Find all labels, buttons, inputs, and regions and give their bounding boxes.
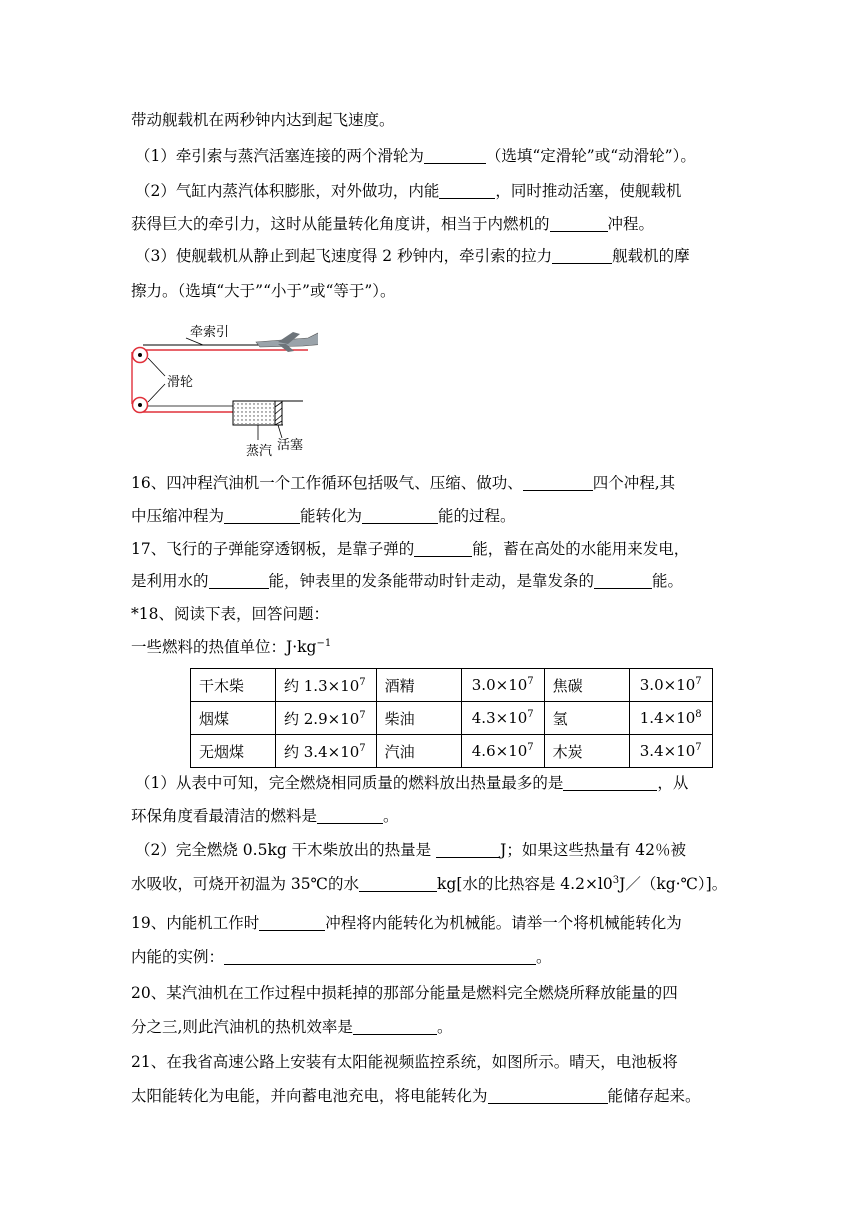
fuel-value-cell [461, 669, 544, 702]
answer-blank [259, 914, 325, 931]
fuel-exponent: 7 [527, 709, 534, 720]
question-18-1: （1）从表中可知，完全燃烧相同质量的燃料放出热量最多的是 ，从 [135, 774, 689, 792]
fuel-value-cell [461, 735, 544, 768]
question-16: 16、四冲程汽油机一个工作循环包括吸气、压缩、做功、 四个冲程,其 [131, 474, 676, 492]
answer-blank [594, 572, 652, 589]
fuel-name-cell: 烟煤 [191, 702, 276, 735]
fuel-name-cell: 氢 [544, 702, 629, 735]
label-cable: 牵索引 [190, 325, 230, 340]
table-row [191, 669, 713, 702]
label-piston: 活塞 [277, 438, 304, 453]
text-line: 获得巨大的牵引力，这时从能量转化角度讲，相当于内燃机的 冲程。 [131, 215, 655, 233]
catapult-diagram-svg [128, 322, 318, 462]
fuel-name-cell: 焦碳 [544, 669, 629, 702]
text-line: 是利用水的 能，钟表里的发条能带动时针走动，是靠发条的 能。 [131, 572, 684, 590]
fuel-name-cell: 柴油 [376, 702, 461, 735]
question-15-1: （1）牵引索与蒸汽活塞连接的两个滑轮为 （选填“定滑轮”或“动滑轮”）。 [135, 147, 696, 165]
fuel-exponent: 7 [359, 709, 366, 721]
question-18-2: （2）完全燃烧 0.5kg 干木柴放出的热量是 J；如果这些热量有 42％被 [135, 841, 686, 859]
fuel-value: 3.0×10 [639, 676, 696, 694]
fuel-exponent: 7 [695, 742, 702, 753]
unit-caption: 一些燃料的热值单位：$J\cdot kg^{-1}$ [131, 638, 332, 656]
answer-blank [436, 841, 500, 858]
text-line: 中压缩冲程为 能转化为 能的过程。 [131, 507, 516, 525]
answer-blank [414, 540, 472, 557]
fuel-value: 4.6×10 [471, 742, 528, 760]
fuel-value-cell [276, 735, 377, 768]
fuel-value-cell [629, 669, 712, 702]
piston [275, 401, 282, 425]
fuel-exponent: 7 [527, 676, 534, 687]
answer-blank [362, 507, 438, 524]
fuel-value-cell [276, 702, 377, 735]
question-17: 17、飞行的子弹能穿透钢板，是靠子弹的 能，蓄在高处的水能用来发电， [131, 540, 690, 558]
fuel-exponent: 7 [359, 676, 366, 688]
fuel-name-cell: 汽油 [376, 735, 461, 768]
text-line: 带动舰载机在两秒钟内达到起飞速度。 [131, 111, 395, 129]
answer-blank [488, 1087, 608, 1104]
label-pulley: 滑轮 [167, 375, 194, 390]
answer-blank [424, 147, 486, 164]
fuel-value: 1.4×10 [639, 709, 696, 727]
text-line: 内能的实例： 。 [131, 948, 552, 966]
fuel-value-cell [629, 735, 712, 768]
text-line: 环保角度看最清洁的燃料是 。 [131, 807, 399, 825]
answer-blank [317, 807, 383, 824]
answer-blank [209, 572, 269, 589]
answer-blank [353, 1018, 437, 1035]
fuel-value: 3.0×10 [471, 676, 528, 694]
answer-blank [224, 507, 300, 524]
text-line: 擦力。（选填“大于”“小于”或“等于”）。 [131, 282, 396, 300]
question-18: *18、阅读下表，回答问题： [131, 605, 329, 623]
fuel-value: 3.4×10 [639, 742, 696, 760]
fuel-exponent: 8 [695, 709, 702, 720]
text-line: 太阳能转化为电能，并向蓄电池充电，将电能转化为 能储存起来。 [131, 1087, 701, 1105]
text-line: 水吸收，可烧开初温为 35℃的水 kg[水的比热容是 $4.2\times l0^3J/(kg\cdot℃)$]。 [131, 875, 728, 893]
fuel-value-cell [276, 669, 377, 702]
fuel-value: 约 2.9×10 [284, 709, 360, 728]
fuel-name-cell: 酒精 [376, 669, 461, 702]
fuel-name-cell: 干木柴 [191, 669, 276, 702]
answer-blank [563, 774, 657, 791]
answer-blank [552, 247, 612, 264]
catapult-diagram [128, 322, 318, 462]
text-line: 分之三,则此汽油机的热机效率是 。 [131, 1018, 453, 1036]
answer-blank [550, 215, 608, 232]
pulley-bottom [133, 398, 148, 413]
question-19: 19、内能机工作时 冲程将内能转化为机械能。请举一个将机械能转化为 [131, 914, 682, 932]
label-steam: 蒸汽 [246, 444, 273, 459]
fuel-value: 约 3.4×10 [284, 742, 360, 761]
pulley-top [133, 348, 148, 363]
fuel-value-cell [629, 702, 712, 735]
answer-blank [359, 875, 437, 892]
table-row [191, 702, 713, 735]
fuel-table [190, 668, 713, 768]
answer-blank [224, 948, 536, 965]
answer-blank [439, 182, 495, 199]
question-15-3: （3）使舰载机从静止到起飞速度得 2 秒钟内，牵引索的拉力 舰载机的摩 [135, 247, 690, 265]
fuel-value: 约 1.3×10 [284, 676, 360, 695]
answer-blank [523, 474, 593, 491]
fuel-exponent: 7 [359, 742, 366, 754]
question-15-2: （2）气缸内蒸汽体积膨胀，对外做功，内能 ，同时推动活塞，使舰载机 [135, 182, 682, 200]
question-20: 20、某汽油机在工作过程中损耗掉的那部分能量是燃料完全燃烧所释放能量的四 [131, 984, 678, 1002]
fuel-exponent: 7 [695, 676, 702, 687]
fuel-value-cell [461, 702, 544, 735]
table-row [191, 735, 713, 768]
fuel-name-cell: 无烟煤 [191, 735, 276, 768]
question-21: 21、在我省高速公路上安装有太阳能视频监控系统，如图所示。晴天，电池板将 [131, 1053, 678, 1071]
aircraft-icon [256, 330, 318, 352]
steam-cylinder [233, 401, 303, 425]
fuel-exponent: 7 [527, 742, 534, 753]
fuel-name-cell: 木炭 [544, 735, 629, 768]
fuel-value: 4.3×10 [471, 709, 528, 727]
